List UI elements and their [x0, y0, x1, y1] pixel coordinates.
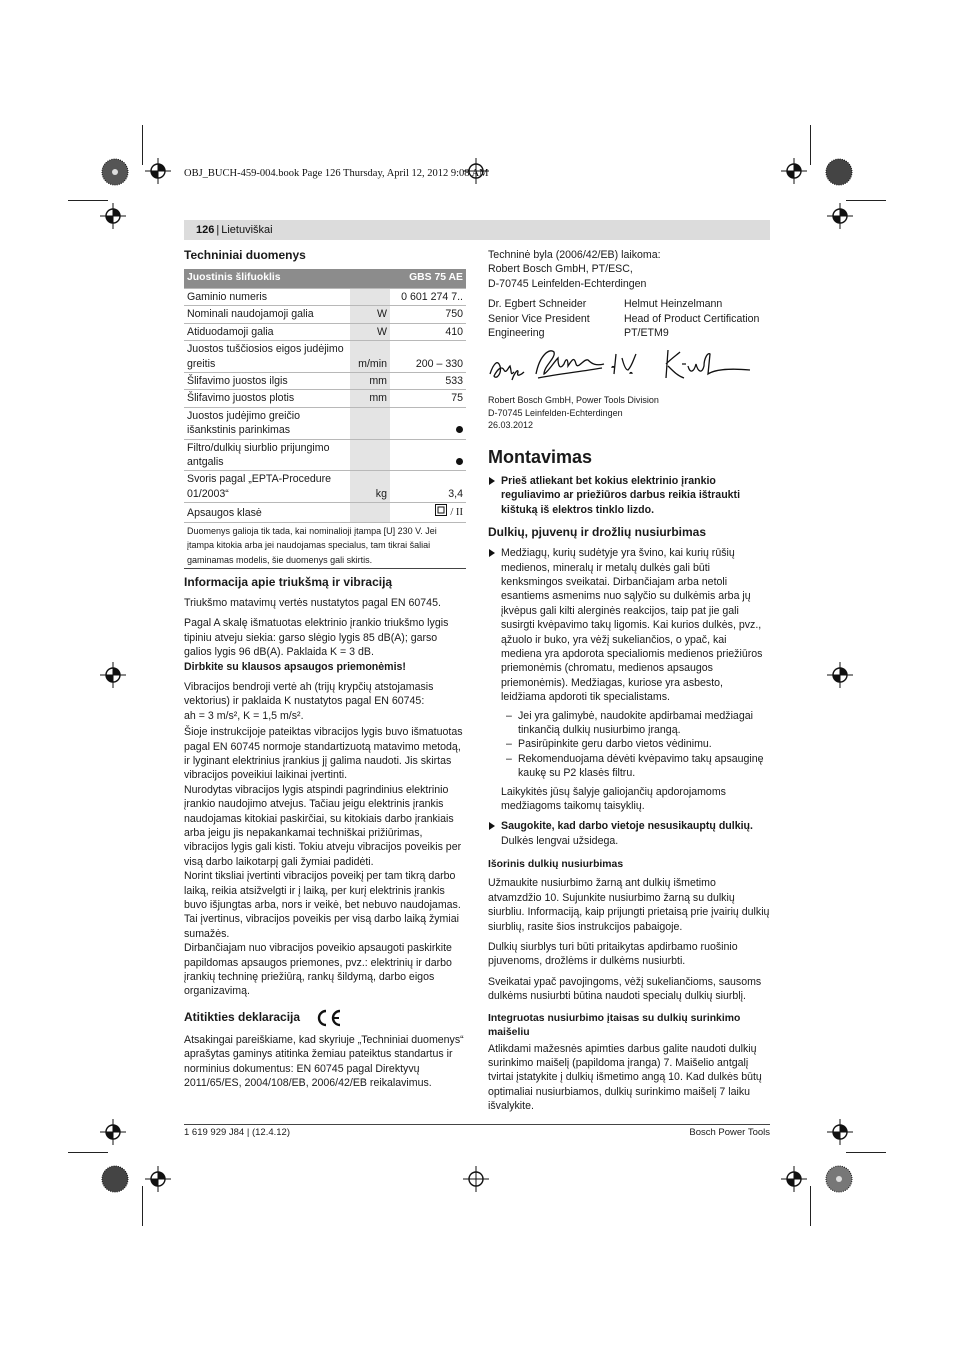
table-row	[184, 341, 466, 373]
table-row	[184, 390, 466, 407]
spec-value	[390, 503, 466, 522]
header-language: Lietuviškai	[221, 224, 273, 236]
external-extraction-paragraph: Užmaukite nusiurbimo žarną ant dulkių išmetimo atvamzdžio 10. Sujunkite nusiurbimo žarną su dulkių siurbliu. Informaciją, kaip prijungti prietaisą prie įvairių dulkių siurblių, rasite šios instrukcijos pabaigoje.	[488, 877, 770, 933]
color-rosette-icon	[825, 158, 853, 186]
list-item-text: Pasirūpinkite geru darbo vietos vėdinimu.	[518, 738, 712, 751]
dash-bullet: –	[506, 738, 512, 751]
spec-unit: W	[350, 306, 390, 323]
spec-label: Šlifavimo juostos ilgis	[184, 373, 350, 390]
noise-heading: Informacija apie triukšmą ir vibraciją	[184, 574, 393, 589]
dust-heading: Dulkių, pjuvenų ir drožlių nusiurbimas	[488, 525, 707, 540]
spec-label: Filtro/dulkių siurblio prijungimo antgalis	[184, 439, 350, 471]
dust-warning	[488, 546, 770, 704]
color-rosette-icon	[101, 158, 129, 186]
list-item	[488, 709, 770, 738]
tech-file-city: D-70745 Leinfelden-Echterdingen	[488, 277, 647, 290]
tech-data-heading: Techniniai duomenys	[184, 248, 306, 262]
external-extraction-paragraph: Sveikatai ypač pavojingoms, vėžį sukeliančioms, sausoms dulkėms nusiurbti būtina naudoti specialų dulkių siurblį.	[488, 975, 762, 1003]
tech-file-line: Techninė byla (2006/42/EB) laikoma:	[488, 249, 661, 261]
dust-avoid-warning	[488, 819, 770, 848]
crop-mark	[846, 1152, 886, 1153]
spec-unit: W	[350, 323, 390, 340]
company-line: Robert Bosch GmbH, Power Tools Division	[488, 395, 659, 406]
spec-label: Atiduodamoji galia	[184, 323, 350, 340]
conformity-paragraph: Atsakingai pareiškiame, kad skyriuje „Techniniai duomenys“ aprašytas gaminys atitinka žemiau pateiktus standartus ir norminius dokumentus: EN 60745 pagal Direktyvų 2011/65/ES, 2004/108/EB, 2006/42/EB reikalavimus.	[184, 1033, 464, 1090]
page-number: 126	[196, 224, 215, 236]
vibration-paragraph: Vibracijos bendroji vertė ah (trijų krypčių atstojamasis vektorius) ir paklaida K nustatytos pagal EN 60745:	[184, 680, 434, 708]
crop-mark	[68, 1152, 108, 1153]
table-note-row	[184, 522, 466, 568]
spec-unit: mm	[350, 390, 390, 407]
spec-table	[184, 269, 466, 569]
list-item	[488, 737, 770, 751]
mounting-warning	[488, 474, 770, 517]
handwritten-signatures	[488, 344, 770, 388]
signatory-1	[488, 297, 624, 340]
dash-bullet: –	[506, 752, 512, 765]
crop-mark	[846, 200, 886, 201]
spec-unit	[350, 439, 390, 471]
spec-value: 75	[390, 390, 466, 407]
tech-file-company: Robert Bosch GmbH, PT/ESC,	[488, 263, 633, 276]
crop-mark	[142, 1186, 143, 1226]
company-date: 26.03.2012	[488, 420, 534, 431]
noise-warning: Dirbkite su klausos apsaugos priemonėmis!	[184, 660, 406, 673]
spec-label: Svoris pagal „EPTA-Procedure 01/2003“	[184, 471, 350, 503]
registration-mark-icon	[463, 1166, 489, 1192]
external-extraction-paragraph: Dulkių siurblys turi būti pritaikytas apdirbamo ruošinio pjuvenoms, drožlėms ir dulkėms nusiurbti.	[488, 940, 738, 968]
dust-warning-text: Medžiagų, kurių sudėtyje yra švino, kai kurių rūšių medienos, mineralų ir metalų dulkės gali būti kenksmingos sveikatai. Dirbančiajam arba netoli esantiems asmenims nuo sąlyčio su dulkėmis arba jų įkvėpus gali kilti alerginės reakcijos, taip pat jie gali susirgti kvėpavimo takų ligomis. Kai kurios dulkės, pvz., ąžuolo ir buko, yra vėžį sukeliančios, o ypač, kai mediena yra apdorota specialiomis medienos priežiūros priemonėmis (chromatu, medienos apsaugos priemonėmis). Medžiagas, kuriose yra asbesto, leidžiama apdoroti tik specialistams.	[501, 547, 763, 704]
vibration-paragraph: Dirbančiajam nuo vibracijos poveikio apsaugoti paskirkite papildomas apsaugos priemones, pvz.: elektrinių ir darbo įrankių techninę priežiūrą, rankų šildymą, darbo eigos organizavimą.	[184, 942, 452, 998]
table-row	[184, 306, 466, 323]
right-column	[488, 248, 770, 1120]
integrated-extraction-heading: Integruotas nusiurbimo įtaisas su dulkių surinkimo maišeliu	[488, 1012, 741, 1038]
spec-unit: m/min	[350, 341, 390, 373]
spec-unit	[350, 407, 390, 439]
conformity-heading	[184, 1009, 466, 1027]
signature-icon	[488, 344, 758, 388]
registration-mark-icon	[827, 203, 853, 229]
spec-unit: mm	[350, 373, 390, 390]
signatory-2	[624, 297, 759, 340]
crop-mark	[68, 200, 108, 201]
conformity-title: Atitikties deklaracija	[184, 1010, 301, 1025]
table-row	[184, 439, 466, 471]
dust-rules: Laikykitės jūsų šalyje galiojančių apdorojamoms medžiagoms taikomų taisyklių.	[501, 785, 726, 813]
list-item-text: Jei yra galimybė, naudokite apdirbamai medžiagai tinkančią dulkių nusiurbimo įrangą.	[518, 709, 753, 737]
signatory-title: PT/ETM9	[624, 327, 669, 340]
registration-mark-icon	[100, 662, 126, 688]
footer-part-number: 1 619 929 J84 | (12.4.12)	[184, 1127, 290, 1138]
table-row	[184, 503, 466, 522]
spec-value: 0 601 274 7..	[390, 289, 466, 306]
spec-label: Gaminio numeris	[184, 289, 350, 306]
spec-value: 3,4	[390, 471, 466, 503]
spec-value	[390, 439, 466, 471]
table-row	[184, 373, 466, 390]
left-column	[184, 248, 466, 1097]
registration-mark-icon	[145, 158, 171, 184]
table-row	[184, 471, 466, 503]
bullet-dot-icon	[456, 458, 463, 465]
crop-mark	[810, 125, 811, 165]
noise-paragraph: Pagal A skalę išmatuotas elektrinio įrankio triukšmo lygis tipiniu atveju siekia: garso slėgio lygis 85 dB(A); garso galios lygis 96 dB(A). Paklaida K = 3 dB.	[184, 617, 449, 659]
dust-avoid-bold: Saugokite, kad darbo vietoje nesusikauptų dulkių.	[501, 820, 753, 833]
spec-value	[390, 407, 466, 439]
crop-mark	[142, 125, 143, 165]
dash-bullet: –	[506, 709, 512, 722]
registration-mark-icon	[827, 662, 853, 688]
registration-mark-icon	[781, 158, 807, 184]
ce-mark-icon	[315, 1009, 343, 1027]
company-line: D-70745 Leinfelden-Echterdingen	[488, 407, 623, 418]
signatory-name: Helmut Heinzelmann	[624, 298, 723, 311]
table-row	[184, 323, 466, 340]
spec-table-header	[184, 269, 466, 289]
mounting-heading: Montavimas	[488, 446, 593, 467]
protection-class-value: / II	[450, 507, 463, 519]
page-header	[184, 220, 770, 240]
header-separator: |	[216, 224, 220, 236]
table-note: Duomenys galioja tik tada, kai nominalioji įtampa [U] 230 V. Jei įtampa kitokia arba jei naudojamas specialus, tam tikrai šaliai gaminamas modelis, šie duomenys gali skirtis.	[184, 522, 466, 568]
spec-unit	[350, 289, 390, 306]
spec-label: Juostos tuščiosios eigos judėjimo greitis	[184, 341, 350, 373]
registration-mark-icon	[827, 1119, 853, 1145]
signatory-title: Head of Product Certification	[624, 312, 760, 325]
spec-unit	[350, 503, 390, 522]
bullet-dot-icon	[456, 426, 463, 433]
external-extraction-heading: Išorinis dulkių nusiurbimas	[488, 859, 624, 871]
dust-avoid-text: Dulkės lengvai užsidega.	[501, 834, 619, 847]
registration-mark-icon	[781, 1166, 807, 1192]
footer-rule	[184, 1124, 770, 1125]
spec-value: 533	[390, 373, 466, 390]
vibration-values: ah = 3 m/s², K = 1,5 m/s².	[184, 709, 304, 722]
signatory-title: Engineering	[488, 327, 545, 340]
color-rosette-icon	[825, 1165, 853, 1193]
spec-value: 410	[390, 323, 466, 340]
signatory-name: Dr. Egbert Schneider	[488, 298, 587, 311]
signatories	[488, 297, 770, 340]
table-row	[184, 289, 466, 306]
spec-header-right: GBS 75 AE	[390, 269, 466, 289]
spec-label: Apsaugos klasė	[184, 503, 350, 522]
print-info-line: OBJ_BUCH-459-004.book Page 126 Thursday, April 12, 2012 9:08 AM	[184, 168, 489, 179]
integrated-extraction-paragraph: Atlikdami mažesnės apimties darbus galite naudoti dulkių surinkimo maišelį (papildoma įranga) 7. Maišelio antgalį tvirtai įstatykite į dulkių išmetimo angą 10. Kad dulkės būtų optimaliai nusiurbiamos, dulkių surinkimo maišelį 7 laiku išvalykite.	[488, 1042, 762, 1113]
signatory-title: Senior Vice President	[488, 312, 590, 325]
protection-class-icon	[435, 504, 447, 516]
arrow-bullet-icon	[489, 477, 495, 485]
crop-mark	[810, 1186, 811, 1226]
spec-value: 200 – 330	[390, 341, 466, 373]
footer-brand: Bosch Power Tools	[689, 1127, 770, 1138]
mounting-warning-text: Prieš atliekant bet kokius elektrinio įrankio reguliavimo ar priežiūros darbus reikia ištraukti kištuką iš elektros tinklo lizdo.	[501, 474, 741, 516]
registration-mark-icon	[145, 1166, 171, 1192]
table-row	[184, 407, 466, 439]
list-item	[488, 752, 770, 781]
vibration-paragraph: Nurodytas vibracijos lygis atspindi pagrindinius elektrinio įrankio naudojimo atvejus. Tačiau jeigu elektrinis įrankis naudojamas kitokiai paskirčiai, su kitokiais darbo įrankiais arba jeigu jis nepakankamai techniškai prižiūrimas, vibracijos lygis gali kisti. Tokiu atveju vibracijos poveikis per visą darbo laikotarpį gali žymiai padidėti.	[184, 783, 462, 868]
arrow-bullet-icon	[489, 822, 495, 830]
vibration-paragraph: Šioje instrukcijoje pateiktas vibracijos lygis buvo išmatuotas pagal EN 60745 normoje standartizuotą matavimo metodą, ir lyginant elektrinius įrankius jį galima naudoti. Jis skirtas vibracijos poveikiui laikinai įvertinti.	[184, 726, 463, 782]
spec-label: Juostos judėjimo greičio išankstinis parinkimas	[184, 407, 350, 439]
color-rosette-icon	[101, 1165, 129, 1193]
spec-value: 750	[390, 306, 466, 323]
registration-mark-icon	[463, 158, 489, 184]
spec-header-left: Juostinis šlifuoklis	[184, 269, 390, 289]
arrow-bullet-icon	[489, 549, 495, 557]
registration-mark-icon	[100, 1119, 126, 1145]
list-item-text: Rekomenduojama dėvėti kvėpavimo takų apsauginę kaukę su P2 klasės filtru.	[518, 752, 764, 780]
registration-mark-icon	[100, 203, 126, 229]
spec-label: Nominali naudojamoji galia	[184, 306, 350, 323]
spec-label: Šlifavimo juostos plotis	[184, 390, 350, 407]
noise-paragraph: Triukšmo matavimų vertės nustatytos pagal EN 60745.	[184, 596, 441, 609]
vibration-paragraph: Norint tiksliai įvertinti vibracijos poveikį per tam tikrą darbo laiką, reikia atsižvelgti ir į laiką, per kurį elektrinis įrankis buvo išjungtas arba, nors ir veikė, bet nebuvo naudojamas. Tai įvertinus, vibracijos poveikis per visą darbo laiką žymiai sumažės.	[184, 870, 461, 940]
spec-unit: kg	[350, 471, 390, 503]
